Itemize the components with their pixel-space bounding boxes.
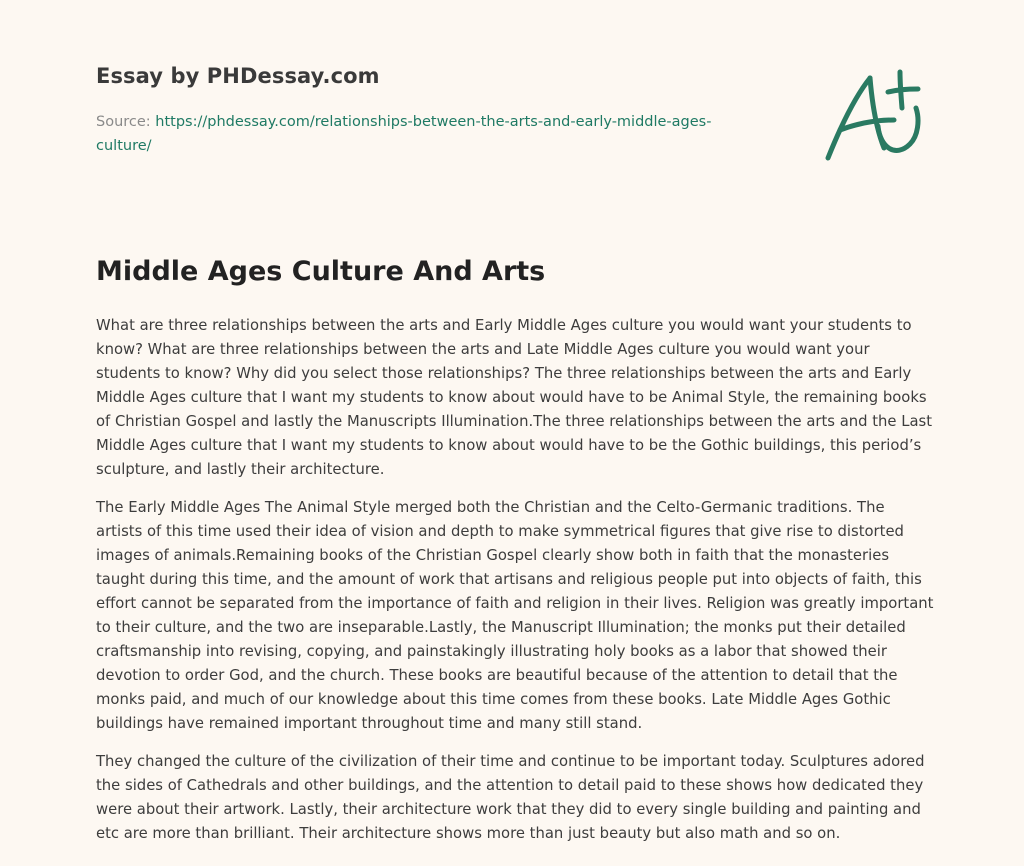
source-link[interactable]: https://phdessay.com/relationships-between-the-arts-and-early-middle-ages-culture/ bbox=[96, 114, 712, 154]
essay-paragraph: What are three relationships between the arts and Early Middle Ages culture you would want your students to know? What are three relationships between the arts and Late Middle Ages culture you would want your students to know? Why did you select those relationships? The three relationships between the arts and Early Middle Ages culture that I want my students to know about would have to be Animal Style, the remaining books of Christian Gospel and lastly the Manuscripts Illumination.The three relationships between the arts and the Last Middle Ages culture that I want my students to know about would have to be the Gothic buildings, this period’s sculpture, and lastly their architecture. bbox=[96, 317, 933, 478]
a-plus-grade-icon bbox=[818, 64, 930, 168]
essay-body bbox=[96, 314, 934, 860]
essay-paragraph: They changed the culture of the civilization of their time and continue to be important today. Sculptures adored the sides of Cathedrals and other buildings, and the attention to detail paid to these shows how dedicated they were about their artwork. Lastly, their architecture work that they did to every single building and painting and etc are more than brilliant. Their architecture shows more than just beauty but also math and so on. bbox=[96, 753, 925, 842]
essay-title: Middle Ages Culture And Arts bbox=[96, 256, 546, 287]
source-line bbox=[96, 110, 756, 158]
site-title: Essay by PHDessay.com bbox=[96, 64, 380, 88]
source-label: Source: bbox=[96, 114, 151, 130]
essay-paragraph: The Early Middle Ages The Animal Style merged both the Christian and the Celto-Germanic traditions. The artists of this time used their idea of vision and depth to make symmetrical figures that give rise to distorted images of animals.Remaining books of the Christian Gospel clearly show both in faith that the monasteries taught during this time, and the amount of work that artisans and religious people put into objects of faith, this effort cannot be separated from the importance of faith and religion in their lives. Religion was greatly important to their culture, and the two are inseparable.Lastly, the Manuscript Illumination; the monks put their detailed craftsmanship into revising, copying, and painstakingly illustrating holy books as a labor that showed their devotion to order God, and the church. These books are beautiful because of the attention to detail that the monks paid, and much of our knowledge about this time comes from these books. Late Middle Ages Gothic buildings have remained important throughout time and many still stand. bbox=[96, 499, 934, 732]
